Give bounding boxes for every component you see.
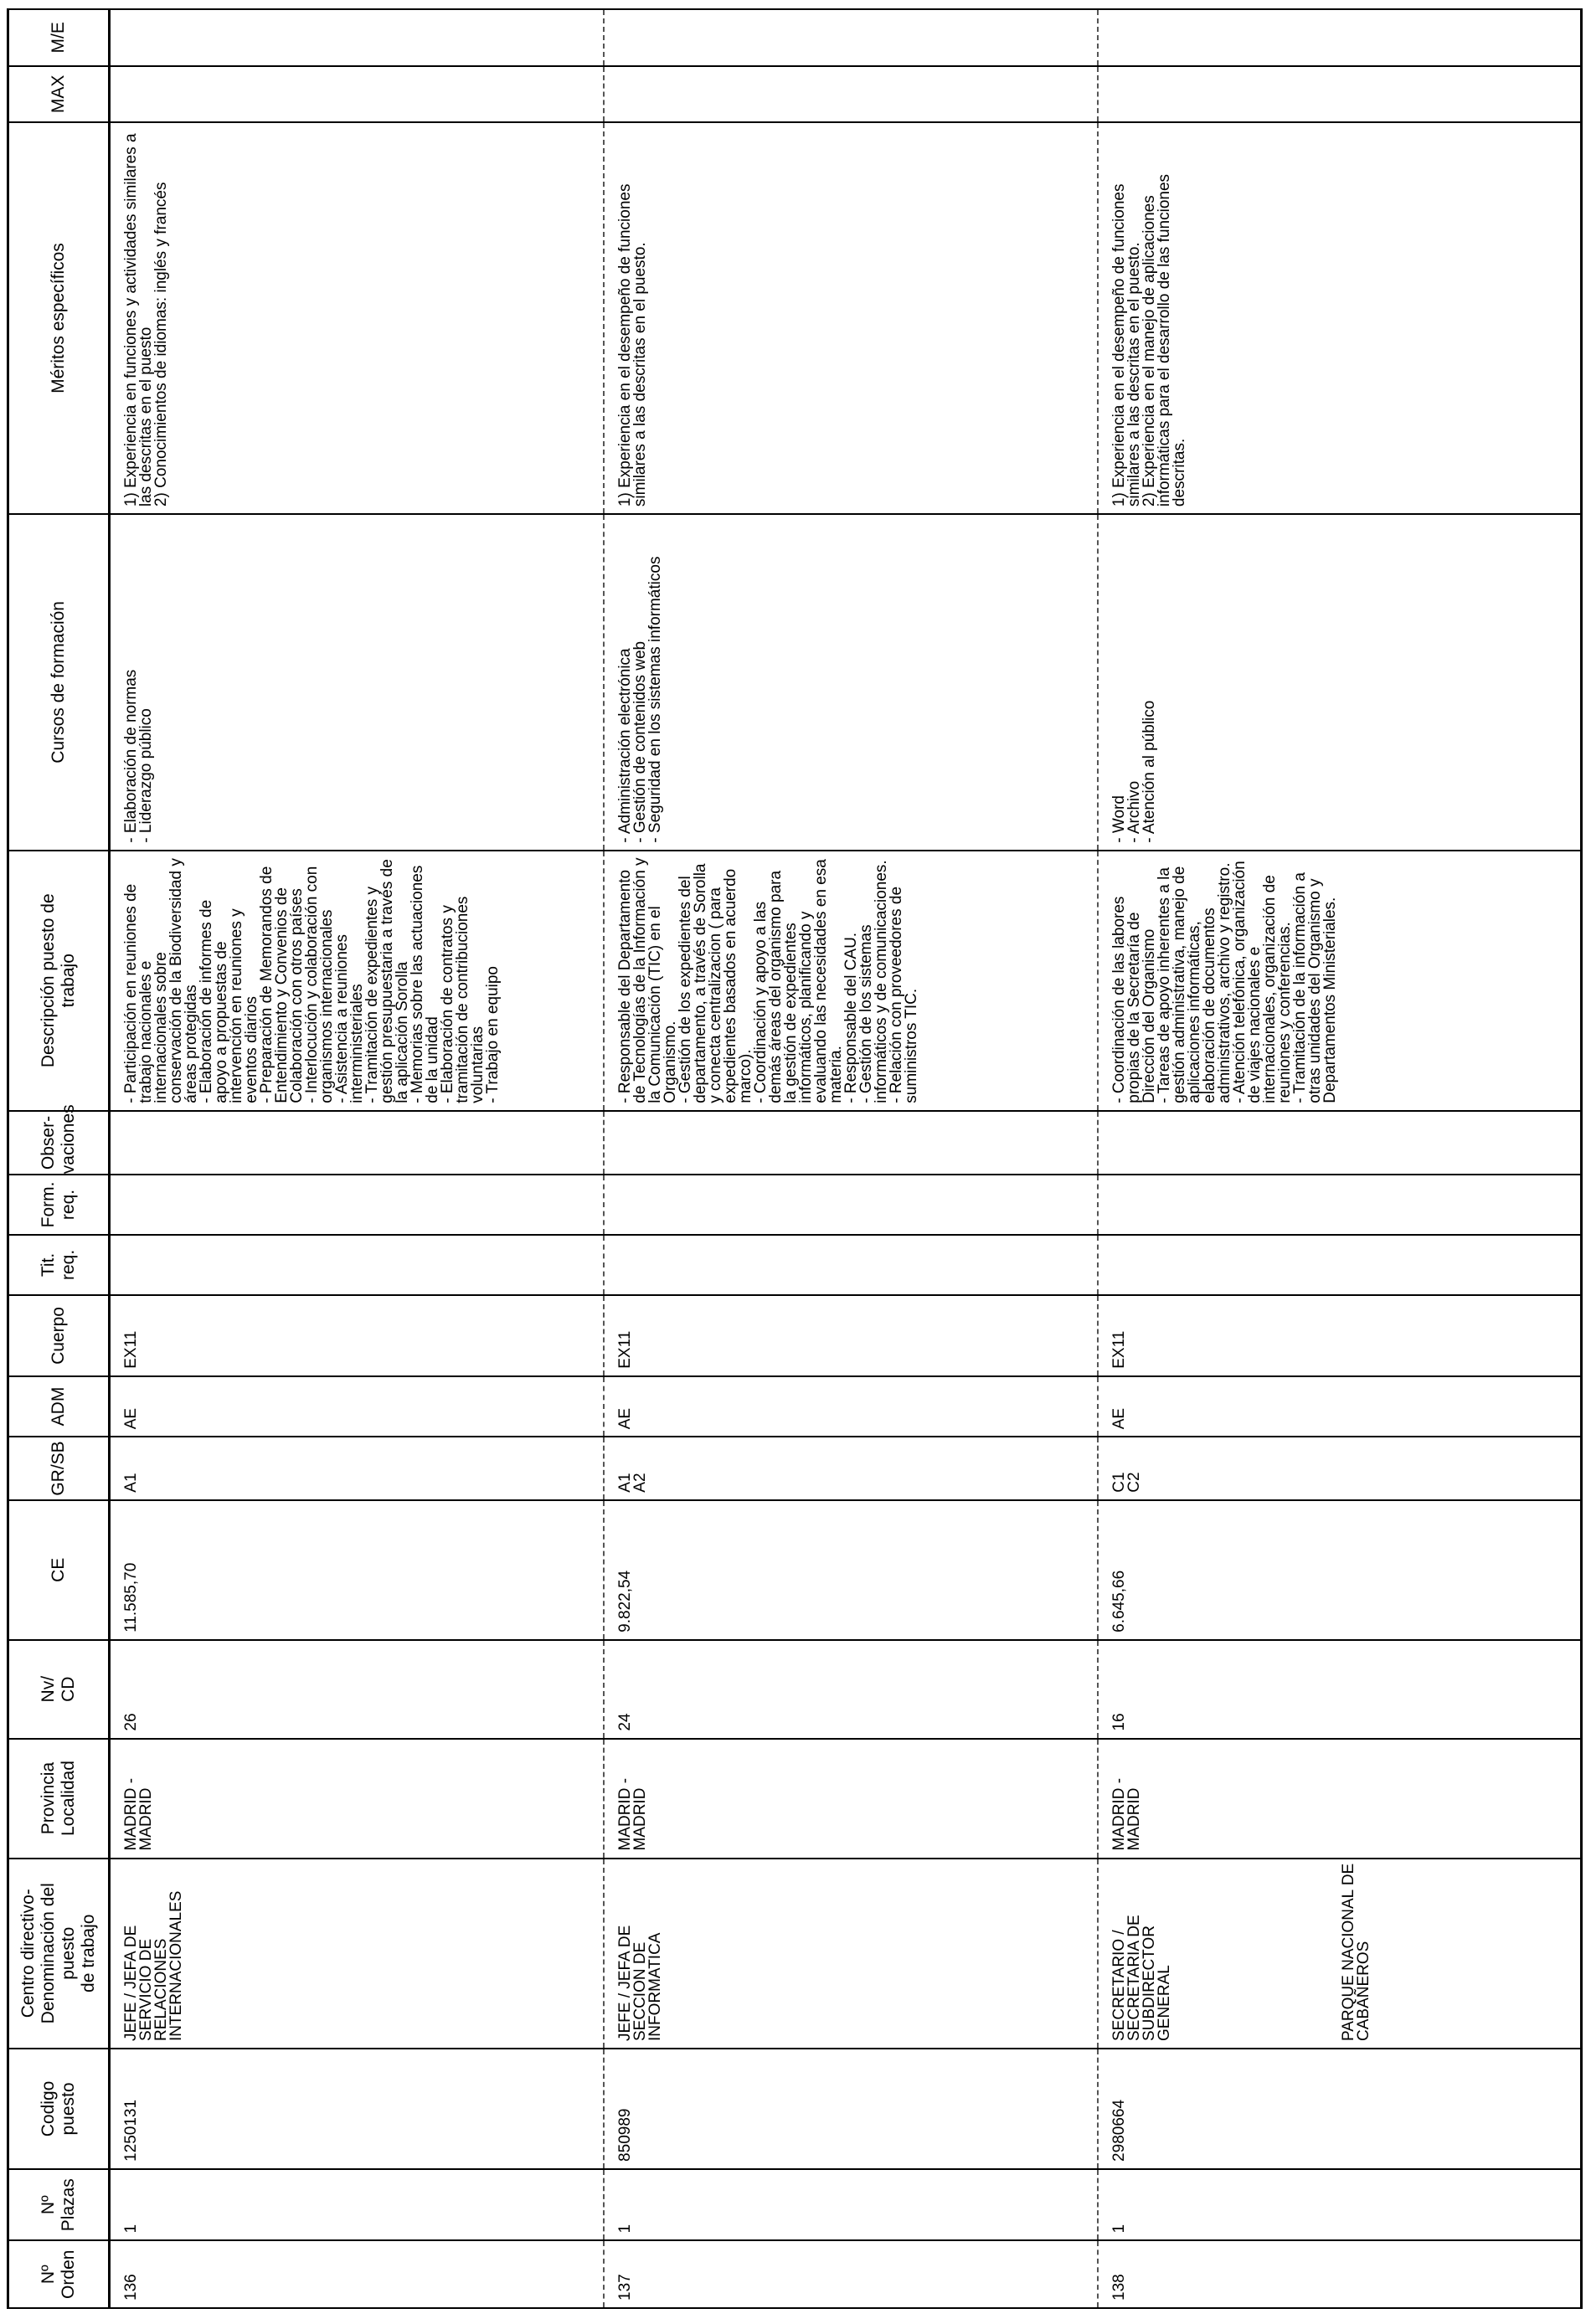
header-adm: ADM bbox=[8, 1376, 110, 1437]
header-max: MAX bbox=[8, 66, 110, 122]
cell-plazas: 1 bbox=[604, 2169, 1098, 2241]
cell-plazas: 1 bbox=[1098, 2169, 1582, 2241]
cell-form bbox=[604, 1175, 1098, 1234]
cell-form bbox=[1098, 1175, 1582, 1234]
cell-cuerpo: EX11 bbox=[1098, 1295, 1582, 1376]
job-positions-table bbox=[7, 8, 1583, 2309]
cell-cursos: - Elaboración de normas - Liderazgo público bbox=[110, 514, 604, 851]
cell-max bbox=[1098, 66, 1582, 122]
cell-meritos: 1) Experiencia en funciones y actividades similares a las descritas en el puesto 2) Conocimientos de idiomas: inglés y francés bbox=[110, 122, 604, 514]
cell-max bbox=[110, 66, 604, 122]
header-meritos: Méritos específicos bbox=[8, 122, 110, 514]
cell-orden: 136 bbox=[110, 2240, 604, 2308]
header-orden: Nº Orden bbox=[8, 2240, 110, 2308]
cell-cuerpo: EX11 bbox=[604, 1295, 1098, 1376]
cell-provincia: MADRID - MADRID bbox=[110, 1739, 604, 1859]
header-form: Form. req. bbox=[8, 1175, 110, 1234]
header-plazas: Nº Plazas bbox=[8, 2169, 110, 2241]
header-grsb: GR/SB bbox=[8, 1437, 110, 1499]
cell-centro: JEFE / JEFA DE SECCION DE INFORMATICA bbox=[604, 1859, 1098, 2049]
header-centro: Centro directivo- Denominación del puesto de trabajo bbox=[8, 1859, 110, 2049]
cell-provincia: MADRID - MADRID bbox=[1098, 1739, 1582, 1859]
header-cuerpo: Cuerpo bbox=[8, 1295, 110, 1376]
cell-provincia: MADRID - MADRID bbox=[604, 1739, 1098, 1859]
cell-codigo: 2980664 bbox=[1098, 2049, 1582, 2169]
header-nivel: Nv/ CD bbox=[8, 1640, 110, 1739]
cell-cuerpo: EX11 bbox=[110, 1295, 604, 1376]
cell-meritos: 1) Experiencia en el desempeño de funciones similares a las descritas en el puesto. bbox=[604, 122, 1098, 514]
table-row bbox=[110, 9, 604, 2308]
cell-grsb: A1 bbox=[110, 1437, 604, 1499]
cell-me bbox=[110, 9, 604, 66]
cell-ce: 6.645,66 bbox=[1098, 1500, 1582, 1640]
cell-descripcion: - Coordinación de las labores propias de la Secretaría de Dirección del Organismo - Tareas de apoyo inherentes a la gestión administrativa, manejo de aplicaciones informáticas, elaboración de documentos administrativos, archivo y registro. - Atención telefónica, organización de viajes nacionales e internacionales, organización de reuniones y conferencias. - Tramitación de la información a otras unidades del Organismo y Departamentos Ministeriales. bbox=[1098, 851, 1582, 1111]
cell-codigo: 1250131 bbox=[110, 2049, 604, 2169]
cell-ce: 11.585,70 bbox=[110, 1500, 604, 1640]
header-provincia: Provincia Localidad bbox=[8, 1739, 110, 1859]
cell-grsb: C1 C2 bbox=[1098, 1437, 1582, 1499]
table-row bbox=[1098, 9, 1582, 2308]
cell-max bbox=[604, 66, 1098, 122]
cell-adm: AE bbox=[110, 1376, 604, 1437]
cell-me bbox=[1098, 9, 1582, 66]
cell-obs bbox=[1098, 1111, 1582, 1175]
cell-nivel: 16 bbox=[1098, 1640, 1582, 1739]
section-heading: PARQUE NACIONAL DE CABAÑEROS bbox=[1339, 1863, 1372, 2041]
cell-descripcion: - Participación en reuniones de trabajo nacionales e internacionales sobre conservación de la Biodiversidad y áreas protegidas - Elaboración de informes de apoyo a propuestas de intervención en reuniones y eventos diarios - Preparación de Memorandos de Entendimiento y Convenios de Colaboración con otros países - Interlocución y colaboración con organismos internacionales - Asistencia a reuniones interministeriales - Tramitación de expedientes y gestión presupuestaria a través de la aplicación Sorolla - Memorias sobre las actuaciones de la unidad - Elaboración de contratos y tramitación de contribuciones voluntarias - Trabajo en equipo bbox=[110, 851, 604, 1111]
cell-ce: 9.822,54 bbox=[604, 1500, 1098, 1640]
cell-adm: AE bbox=[604, 1376, 1098, 1437]
cell-tit bbox=[1098, 1235, 1582, 1295]
header-obs: Obser- vaciones bbox=[8, 1111, 110, 1175]
cell-meritos: 1) Experiencia en el desempeño de funciones similares a las descritas en el puesto. 2) Experiencia en el manejo de aplicaciones informáticas para el desarrollo de las funciones descritas. bbox=[1098, 122, 1582, 514]
header-tit: Tit. req. bbox=[8, 1235, 110, 1295]
cell-tit bbox=[110, 1235, 604, 1295]
cell-nivel: 24 bbox=[604, 1640, 1098, 1739]
cell-cursos: - Word - Archivo - Atención al público bbox=[1098, 514, 1582, 851]
cell-codigo: 850989 bbox=[604, 2049, 1098, 2169]
header-me: M/E bbox=[8, 9, 110, 66]
cell-cursos: - Administración electrónica - Gestión de contenidos web - Seguridad en los sistemas informáticos bbox=[604, 514, 1098, 851]
header-codigo: Codigo puesto bbox=[8, 2049, 110, 2169]
table-row bbox=[604, 9, 1098, 2308]
centro-text: SECRETARIO / SECRETARIA DE SUBDIRECTOR GENERAL bbox=[1110, 1915, 1173, 2041]
cell-grsb: A1 A2 bbox=[604, 1437, 1098, 1499]
header-row bbox=[8, 9, 110, 2308]
header-descripcion: Descripción puesto de trabajo bbox=[8, 851, 110, 1111]
cell-obs bbox=[604, 1111, 1098, 1175]
cell-centro bbox=[1098, 1859, 1582, 2049]
header-cursos: Cursos de formación bbox=[8, 514, 110, 851]
header-ce: CE bbox=[8, 1500, 110, 1640]
cell-descripcion: - Responsable del Departamento de Tecnologías de la Información y la Comunicación (TIC) en el Organismo. - Gestión de los expedientes del departamento, a través de Sorolla y conecta centralizacion ( para expedientes basados en acuerdo marco). - Coordinación y apoyo a las demás áreas del organismo para la gestión de expedientes informáticos, planificando y evaluando las necesidades en esa materia. - Responsable del CAU. - Gestión de los sistemas informáticos y de comunicaciones. - Relación con proveedores de suministros TIC. bbox=[604, 851, 1098, 1111]
cell-nivel: 26 bbox=[110, 1640, 604, 1739]
cell-me bbox=[604, 9, 1098, 66]
cell-orden: 137 bbox=[604, 2240, 1098, 2308]
cell-tit bbox=[604, 1235, 1098, 1295]
cell-centro: JEFE / JEFA DE SERVICIO DE RELACIONES INTERNACIONALES bbox=[110, 1859, 604, 2049]
cell-plazas: 1 bbox=[110, 2169, 604, 2241]
cell-form bbox=[110, 1175, 604, 1234]
cell-orden: 138 bbox=[1098, 2240, 1582, 2308]
cell-obs bbox=[110, 1111, 604, 1175]
cell-adm: AE bbox=[1098, 1376, 1582, 1437]
